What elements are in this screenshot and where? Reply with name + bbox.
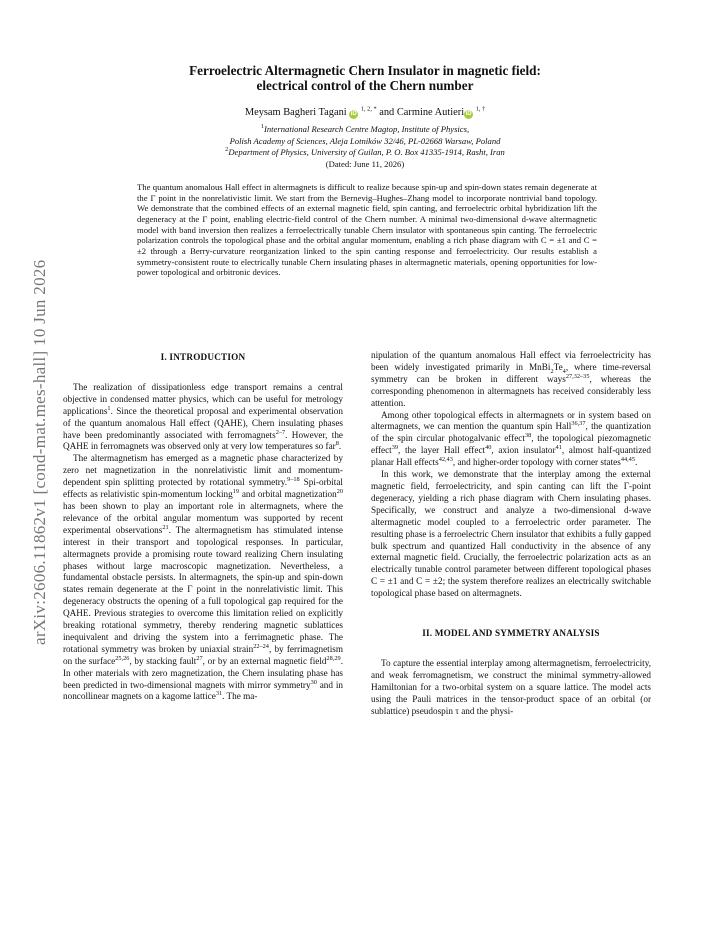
citation[interactable]: 1 [107, 404, 111, 412]
citation[interactable]: 21 [162, 523, 169, 531]
abstract: The quantum anomalous Hall effect in altermagnets is difficult to realize because spin-up and spin-down states remain degenerate at the Γ point in the nonrelativistic limit. We start from the Bernevig–Hughes–Zhang model to incorporate nontrivial band topology. We demonstrate that the combined effects of an external magnetic field, spin canting, and ferroelectric orbital hybridization lift the degeneracy at the Γ point, enabling electric-field control of the Chern number. A minimal two-dimensional d-wave altermagnetic model with band inversion then realizes a ferroelectrically tunable Chern insulator with spontaneous spin canting. The ferroelectric polarization controls the topological phase and the orbital angular momentum, enabling a rich phase diagram with C = ±1 and C = ±2 through a Berry-curvature reorganization linked to the spin canting response and ferroelectricity. Our results establish a symmetry-consistent route to electrically tunable Chern insulating phases in altermagnetic materials, opening opportunities for low-power topological and orbitronic devices. [137, 182, 597, 278]
date-line: (Dated: June 11, 2026) [325, 158, 405, 169]
author-conjunction: and [379, 107, 395, 118]
affiliations [110, 124, 620, 170]
paper-title [110, 63, 620, 93]
paragraph: The realization of dissipationless edge transport remains a central objective in condensed matter physics, which can be useful for metrology applications$^1$. Since the theoretical proposal and experimental observation of the quantum anomalous Hall effect (QAHE), Chern insulating phases have been predominantly associated with ferromagnets$^{2-7}$. However, the QAHE in ferromagnets was observed only at very low temperatures so far$^8$. [63, 381, 344, 452]
citation[interactable]: 19 [232, 488, 240, 495]
author-1-marks: 1, 2, * [360, 105, 377, 113]
citation[interactable]: 31 [215, 690, 223, 698]
citation[interactable]: 44,45 [620, 456, 635, 464]
citation[interactable]: 20 [336, 488, 343, 495]
author-1-name: Meysam Bagheri Tagani [244, 107, 347, 118]
title-line-2: electrical control of the Chern number [256, 78, 474, 93]
author-2-name: Carmine Autieri [396, 107, 465, 118]
citation[interactable]: 39 [391, 444, 399, 452]
affiliation-1-line-2: Polish Academy of Sciences, Aleja Lotników 32/46, PL-02668 Warsaw, Poland [229, 135, 501, 146]
paragraph: In this work, we demonstrate that the interplay among the external magnetic field, ferroelectricity, and spin canting can lift the Γ-point degeneracy, yielding a rich phase diagram with Chern insulating phases. Specifically, we construct and analyze a two-dimensional d-wave altermagnetic model coupled to a ferroelectric order parameter. The resulting phase is a ferroelectric Chern insulator that exhibits a fully gapped bulk spectrum and quantized Hall conductivity in the absence of any external magnetic field. Crucially, the ferroelectric polarization acts as an electrically tunable control parameter between different topological phases C = ±1 and C = ±2; the system therefore realizes an electrically switchable topological phase based on altermagnets. [371, 469, 651, 599]
citation[interactable]: 27 [196, 654, 203, 662]
arxiv-identifier-svg [22, 205, 54, 645]
paragraph: To capture the essential interplay among altermagnetism, ferroelectricity, and weak ferromagnetism, we construct the minimal symmetry-allowed Hamiltonian for a two-orbital system on a square lattice. The model acts using the Pauli matrices in the tensor-product space of an orbital (or sublattice) pseudospin τ and the physi- [371, 657, 651, 716]
citation[interactable]: 22–24 [253, 642, 269, 650]
left-column [63, 350, 343, 703]
arxiv-id-text: arXiv:2606.11862v1 [cond-mat.mes-hall] 10 Jun 2026 [30, 259, 49, 645]
citation[interactable]: 8 [335, 440, 339, 448]
citation[interactable]: 2–7 [275, 428, 286, 436]
orcid-icon[interactable]: iD [350, 111, 357, 117]
section-heading-introduction: I. INTRODUCTION [160, 352, 246, 362]
citation[interactable]: 30 [310, 678, 317, 686]
section-heading-model: II. MODEL AND SYMMETRY ANALYSIS [422, 628, 600, 639]
citation[interactable]: 36,37 [571, 420, 586, 428]
paragraph: The altermagnetism has emerged as a magnetic phase characterized by zero net magnetization in the nonrelativistic limit and momentum-dependent spin splitting protected by rotational symmetry.$^{9-18}$ Spi-orbital effects as relativistic spin-momentum locking$^{19}$ and orbital magnetization$^{20}$ has been shown to play an important role in altermagnets, where the relevance of the orbital angular momentum was supported by recent experimental observations$^{21}$. The altermagnetism has stimulated intense interest in their transport and topological responses. In particular, altermagnets provide a promising route toward realizing Chern insulating phases without large macroscopic magnetization. Nevertheless, a fundamental obstacle persists. In altermagnets, the spin-up and spin-down states remain degenerate at the Γ point in the nonrelativistic limit. This degeneracy obstructs the opening of a full topological gap required for the QAHE. Previous strategies to overcome this limitation relied on explicitly breaking rotational symmetry, thereby rendering magnetic sublattices inequivalent and driving the system into a ferrimagnetic phase. The rotational symmetry was broken by uniaxial strain$^{22-24}$, by ferrimagnetism on the surface$^{25,26}$, by stacking fault$^{27}$, or by an external magnetic field$^{28,29}$. In other materials with zero magnetization, the Chern insulating phase has been predicted in two-dimensional magnets with mirror symmetry$^{30}$ and in noncollinear magnets on a kagome lattice$^{31}$. The ma- [63, 453, 343, 702]
paragraph: nipulation of the quantum anomalous Hall effect via ferroelectricity has been widely investigated primarily in $MnBi_2Te_4$, where time-reversal symmetry can be broken in different ways$^{27,32-35}$, whereas the corresponding phenomenon in altermagnets has received considerably less attention. [371, 350, 651, 408]
author-list [110, 107, 620, 119]
citation[interactable]: 41 [555, 444, 562, 452]
citation[interactable]: 27,32–35 [565, 372, 590, 380]
citation[interactable]: 42,43 [438, 456, 453, 464]
affiliation-1-line-1: $^1$International Research Centre Magtop, Institute of Physics, [260, 123, 470, 134]
orcid-icon[interactable]: iD [465, 111, 472, 117]
title-line-1: Ferroelectric Altermagnetic Chern Insulator in magnetic field: [189, 63, 541, 78]
paragraph: Among other topological effects in altermagnets or in system based on altermagnets, we can mention the quantum spin Hall$^{36,37}$, the quantization of the spin circular photogalvanic effect$^{38}$, the topological piezomagnetic effect$^{39}$, the layer Hall effect$^{40}$, axion insulator$^{41}$, almost half-quantized planar Hall effects$^{42,43}$, and higher-order topology with corner states$^{44,45}$. [371, 409, 651, 468]
author-2-marks: 1, † [475, 105, 486, 113]
citation[interactable]: 40 [485, 444, 492, 452]
affiliation-2: $^2$Department of Physics, University of Guilan, P. O. Box 41335-1914, Rasht, Iran [225, 146, 505, 158]
citation[interactable]: 25,26 [115, 654, 130, 662]
right-column [371, 350, 651, 717]
arxiv-identifier [22, 205, 54, 645]
citation[interactable]: 9–18 [287, 476, 300, 484]
citation[interactable]: 38 [524, 432, 532, 440]
citation[interactable]: 28,29 [326, 654, 341, 662]
